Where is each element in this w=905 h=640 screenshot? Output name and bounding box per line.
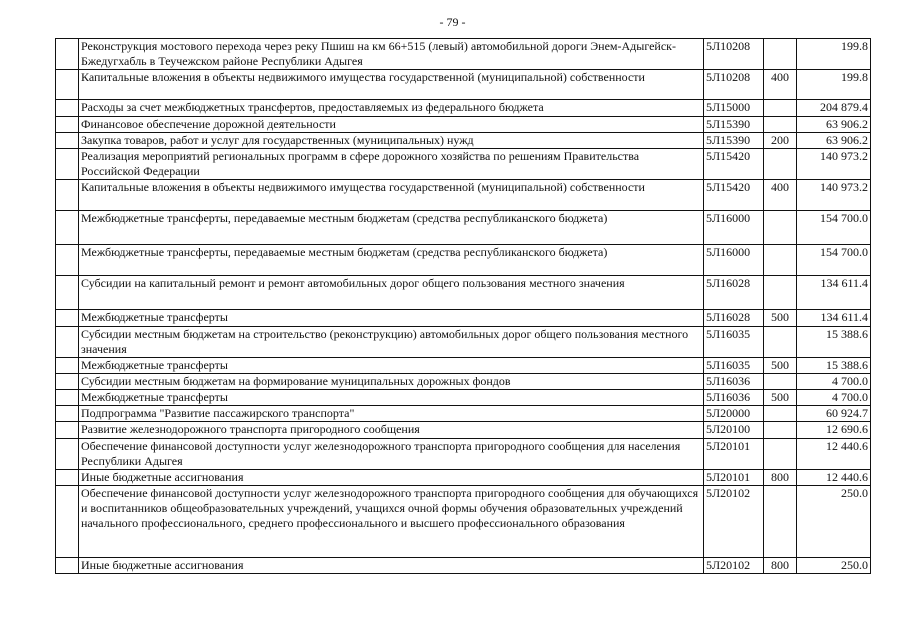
row-code-cell: 5Л20000 — [704, 406, 764, 422]
row-code-cell: 5Л15420 — [704, 149, 764, 180]
row-amount-cell: 4 700.0 — [797, 390, 871, 406]
row-code-cell: 5Л15390 — [704, 133, 764, 149]
row-margin-cell — [56, 374, 79, 390]
table-row — [56, 470, 871, 486]
row-amount-cell: 154 700.0 — [797, 245, 871, 276]
table-row — [56, 133, 871, 149]
row-amount-cell: 250.0 — [797, 486, 871, 558]
row-amount-cell: 140 973.2 — [797, 180, 871, 211]
table-row — [56, 70, 871, 100]
table-row — [56, 276, 871, 310]
row-name-cell: Развитие железнодорожного транспорта пригородного сообщения — [79, 422, 704, 439]
row-type-cell — [764, 327, 797, 358]
row-type-cell — [764, 439, 797, 470]
row-name-cell: Межбюджетные трансферты — [79, 358, 704, 374]
row-type-cell — [764, 245, 797, 276]
row-code-cell: 5Л10208 — [704, 70, 764, 100]
row-code-cell: 5Л16000 — [704, 211, 764, 245]
row-name-cell: Капитальные вложения в объекты недвижимого имущества государственной (муниципальной) собственности — [79, 180, 704, 211]
row-margin-cell — [56, 211, 79, 245]
row-type-cell — [764, 276, 797, 310]
row-code-cell: 5Л20101 — [704, 470, 764, 486]
row-name-cell: Субсидии местным бюджетам на строительство (реконструкцию) автомобильных дорог общего пользования местного значения — [79, 327, 704, 358]
row-type-cell — [764, 149, 797, 180]
row-amount-cell: 12 440.6 — [797, 439, 871, 470]
table-row — [56, 149, 871, 180]
row-name-cell: Межбюджетные трансферты — [79, 310, 704, 327]
row-name-cell: Финансовое обеспечение дорожной деятельности — [79, 117, 704, 133]
row-amount-cell: 15 388.6 — [797, 327, 871, 358]
row-amount-cell: 134 611.4 — [797, 310, 871, 327]
row-name-cell: Иные бюджетные ассигнования — [79, 470, 704, 486]
row-margin-cell — [56, 470, 79, 486]
row-type-cell — [764, 374, 797, 390]
row-code-cell: 5Л16036 — [704, 374, 764, 390]
row-amount-cell: 63 906.2 — [797, 117, 871, 133]
row-margin-cell — [56, 276, 79, 310]
row-code-cell: 5Л15390 — [704, 117, 764, 133]
row-name-cell: Капитальные вложения в объекты недвижимого имущества государственной (муниципальной) собственности — [79, 70, 704, 100]
row-amount-cell: 60 924.7 — [797, 406, 871, 422]
row-amount-cell: 134 611.4 — [797, 276, 871, 310]
row-type-cell — [764, 406, 797, 422]
row-code-cell: 5Л16036 — [704, 390, 764, 406]
row-amount-cell: 4 700.0 — [797, 374, 871, 390]
row-type-cell: 400 — [764, 70, 797, 100]
table-row — [56, 117, 871, 133]
table-row — [56, 439, 871, 470]
row-code-cell: 5Л20101 — [704, 439, 764, 470]
table-row — [56, 100, 871, 117]
budget-table — [55, 38, 871, 574]
table-row — [56, 558, 871, 574]
row-code-cell: 5Л10208 — [704, 39, 764, 70]
row-margin-cell — [56, 39, 79, 70]
table-row — [56, 310, 871, 327]
row-type-cell: 800 — [764, 470, 797, 486]
row-margin-cell — [56, 327, 79, 358]
row-type-cell: 500 — [764, 358, 797, 374]
row-type-cell: 500 — [764, 390, 797, 406]
row-margin-cell — [56, 439, 79, 470]
row-code-cell: 5Л16028 — [704, 276, 764, 310]
row-type-cell — [764, 422, 797, 439]
row-name-cell: Межбюджетные трансферты, передаваемые местным бюджетам (средства республиканского бюджета) — [79, 211, 704, 245]
row-margin-cell — [56, 486, 79, 558]
table-row — [56, 406, 871, 422]
row-code-cell: 5Л20100 — [704, 422, 764, 439]
row-type-cell: 800 — [764, 558, 797, 574]
table-row — [56, 39, 871, 70]
row-margin-cell — [56, 310, 79, 327]
budget-table-body — [56, 39, 871, 574]
row-type-cell — [764, 100, 797, 117]
row-code-cell: 5Л15420 — [704, 180, 764, 211]
row-type-cell — [764, 117, 797, 133]
row-code-cell: 5Л16035 — [704, 327, 764, 358]
row-amount-cell: 204 879.4 — [797, 100, 871, 117]
table-row — [56, 180, 871, 211]
row-margin-cell — [56, 390, 79, 406]
row-amount-cell: 12 690.6 — [797, 422, 871, 439]
row-margin-cell — [56, 70, 79, 100]
row-code-cell: 5Л16028 — [704, 310, 764, 327]
row-name-cell: Закупка товаров, работ и услуг для государственных (муниципальных) нужд — [79, 133, 704, 149]
row-name-cell: Межбюджетные трансферты — [79, 390, 704, 406]
row-type-cell: 500 — [764, 310, 797, 327]
row-type-cell — [764, 39, 797, 70]
row-name-cell: Иные бюджетные ассигнования — [79, 558, 704, 574]
row-code-cell: 5Л16035 — [704, 358, 764, 374]
row-margin-cell — [56, 422, 79, 439]
row-amount-cell: 63 906.2 — [797, 133, 871, 149]
row-name-cell: Обеспечение финансовой доступности услуг железнодорожного транспорта пригородного сообщения для обучающихся и воспитанников общеобразовательных учреждений, учащихся очной формы обучения образовательных учреждений начального профессионального, среднего профессионального и высшего профессионального образования — [79, 486, 704, 558]
page-number: - 79 - — [439, 15, 466, 29]
row-amount-cell: 140 973.2 — [797, 149, 871, 180]
row-name-cell: Субсидии местным бюджетам на формирование муниципальных дорожных фондов — [79, 374, 704, 390]
row-margin-cell — [56, 100, 79, 117]
table-row — [56, 211, 871, 245]
table-row — [56, 374, 871, 390]
row-name-cell: Обеспечение финансовой доступности услуг железнодорожного транспорта пригородного сообщения для населения Республики Адыгея — [79, 439, 704, 470]
table-row — [56, 327, 871, 358]
row-name-cell: Реконструкция мостового перехода через реку Пшиш на км 66+515 (левый) автомобильной дороги Энем-Адыгейск-Бжедугхабль в Теучежском районе Республики Адыгея — [79, 39, 704, 70]
table-row — [56, 245, 871, 276]
row-name-cell: Субсидии на капитальный ремонт и ремонт автомобильных дорог общего пользования местного значения — [79, 276, 704, 310]
row-amount-cell: 12 440.6 — [797, 470, 871, 486]
table-row — [56, 422, 871, 439]
row-margin-cell — [56, 558, 79, 574]
row-name-cell: Межбюджетные трансферты, передаваемые местным бюджетам (средства республиканского бюджета) — [79, 245, 704, 276]
row-margin-cell — [56, 406, 79, 422]
row-margin-cell — [56, 358, 79, 374]
row-code-cell: 5Л20102 — [704, 558, 764, 574]
row-margin-cell — [56, 180, 79, 211]
row-margin-cell — [56, 117, 79, 133]
row-amount-cell: 15 388.6 — [797, 358, 871, 374]
row-margin-cell — [56, 133, 79, 149]
row-amount-cell: 250.0 — [797, 558, 871, 574]
row-type-cell — [764, 211, 797, 245]
row-amount-cell: 154 700.0 — [797, 211, 871, 245]
row-amount-cell: 199.8 — [797, 39, 871, 70]
row-type-cell: 400 — [764, 180, 797, 211]
row-margin-cell — [56, 245, 79, 276]
row-code-cell: 5Л20102 — [704, 486, 764, 558]
row-name-cell: Подпрограмма "Развитие пассажирского транспорта" — [79, 406, 704, 422]
row-code-cell: 5Л15000 — [704, 100, 764, 117]
row-margin-cell — [56, 149, 79, 180]
row-name-cell: Реализация мероприятий региональных программ в сфере дорожного хозяйства по решениям Правительства Российской Федерации — [79, 149, 704, 180]
table-row — [56, 486, 871, 558]
table-row — [56, 390, 871, 406]
row-amount-cell: 199.8 — [797, 70, 871, 100]
table-row — [56, 358, 871, 374]
row-code-cell: 5Л16000 — [704, 245, 764, 276]
row-type-cell — [764, 486, 797, 558]
row-name-cell: Расходы за счет межбюджетных трансфертов, предоставляемых из федерального бюджета — [79, 100, 704, 117]
row-type-cell: 200 — [764, 133, 797, 149]
